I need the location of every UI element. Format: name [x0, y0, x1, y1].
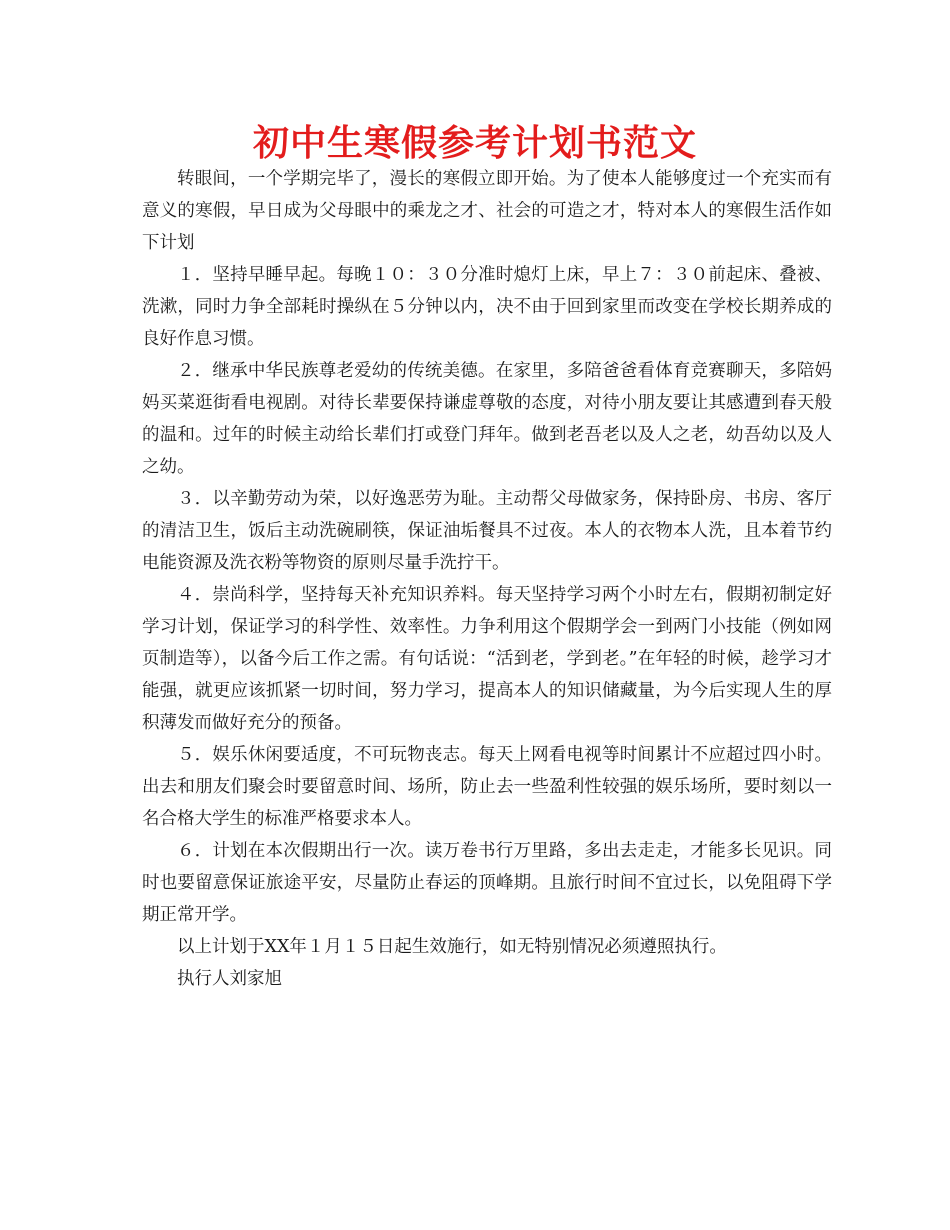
paragraph-effective-date: 以上计划于XX年１月１５日起生效施行，如无特别情况必须遵照执行。 — [177, 937, 727, 957]
document-title: 初中生寒假参考计划书范文 — [252, 122, 697, 164]
paragraph-item-6: ６．计划在本次假期出行一次。读万卷书行万里路，多出去走走，才能多长见识。同时也要留意保证旅途平安，尽量防止春运的顶峰期。且旅行时间不宜过长，以免阻碍下学期正常开学。 — [142, 841, 832, 925]
paragraph-signature: 执行人刘家旭 — [177, 969, 282, 989]
document-body — [142, 163, 832, 995]
paragraph-item-5: ５．娱乐休闲要适度，不可玩物丧志。每天上网看电视等时间累计不应超过四小时。出去和朋友们聚会时要留意时间、场所，防止去一些盈利性较强的娱乐场所，要时刻以一名合格大学生的标准严格要求本人。 — [142, 745, 832, 829]
paragraph-item-4: ４．崇尚科学，坚持每天补充知识养料。每天坚持学习两个小时左右，假期初制定好学习计划，保证学习的科学性、效率性。力争利用这个假期学会一到两门小技能（例如网页制造等），以备今后工作之需。有句话说：“活到老，学到老。”在年轻的时候，趁学习才能强，就更应该抓紧一切时间，努力学习，提高本人的知识储藏量，为今后实现人生的厚积薄发而做好充分的预备。 — [142, 585, 832, 733]
paragraph-item-3: ３．以辛勤劳动为荣，以好逸恶劳为耻。主动帮父母做家务，保持卧房、书房、客厅的清洁卫生，饭后主动洗碗刷筷，保证油垢餐具不过夜。本人的衣物本人洗，且本着节约电能资源及洗衣粉等物资的原则尽量手洗拧干。 — [142, 489, 832, 573]
paragraph-item-1: １．坚持早睡早起。每晚１０：３０分准时熄灯上床，早上７：３０前起床、叠被、洗漱，同时力争全部耗时操纵在５分钟以内，决不由于回到家里而改变在学校长期养成的良好作息习惯。 — [142, 265, 832, 349]
paragraph-item-2: ２．继承中华民族尊老爱幼的传统美德。在家里，多陪爸爸看体育竞赛聊天，多陪妈妈买菜逛街看电视剧。对待长辈要保持谦虚尊敬的态度，对待小朋友要让其感遭到春天般的温和。过年的时候主动给长辈们打或登门拜年。做到老吾老以及人之老，幼吾幼以及人之幼。 — [142, 361, 832, 477]
paragraph-intro: 转眼间，一个学期完毕了，漫长的寒假立即开始。为了使本人能够度过一个充实而有意义的寒假，早日成为父母眼中的乘龙之才、社会的可造之才，特对本人的寒假生活作如下计划 — [142, 169, 832, 253]
